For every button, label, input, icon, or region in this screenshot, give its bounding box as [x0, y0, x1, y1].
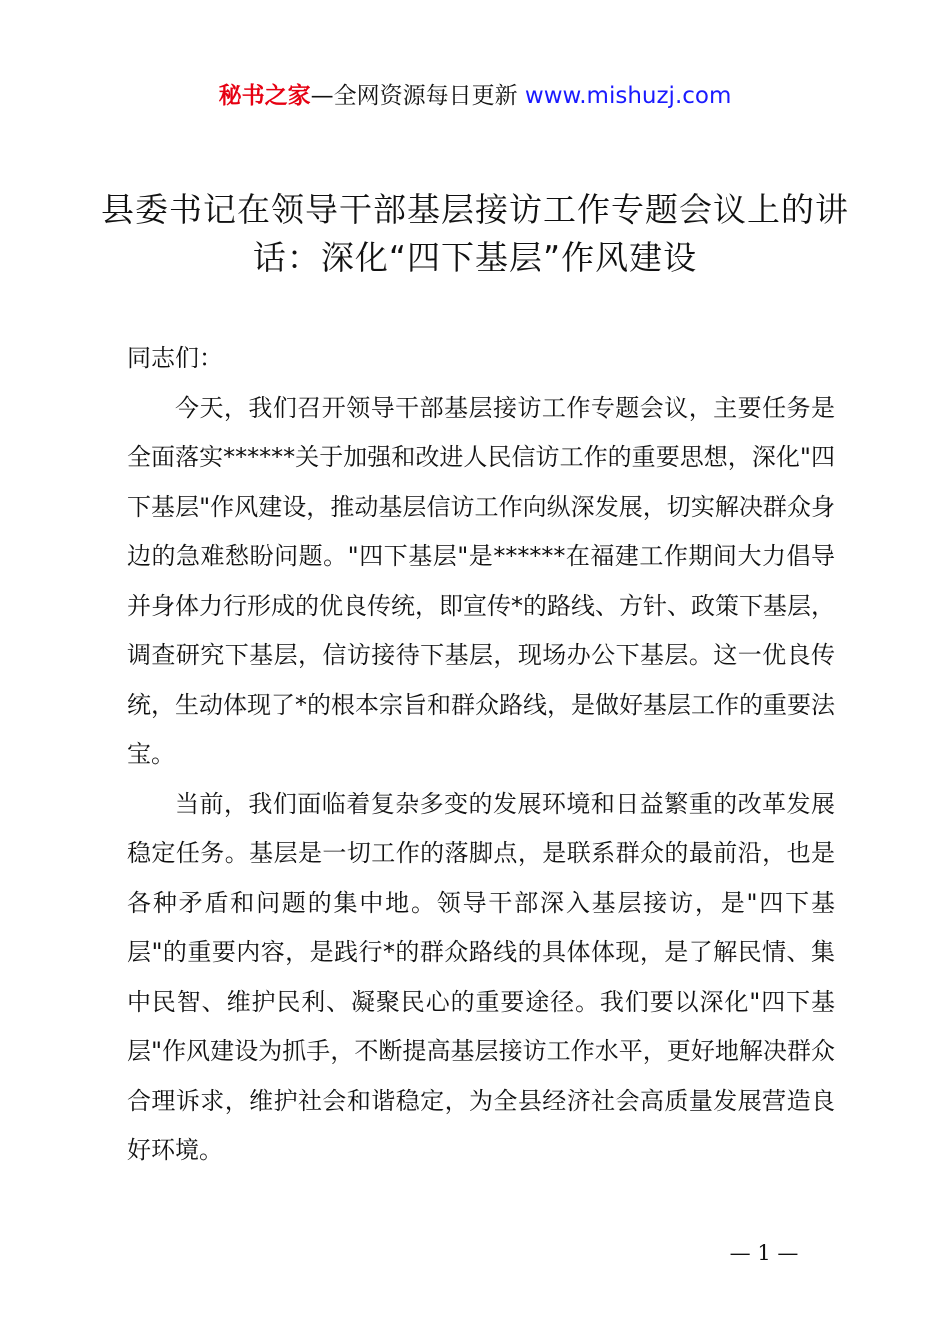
paragraph: 今天，我们召开领导干部基层接访工作专题会议，主要任务是全面落实******关于加强和改进人民信访工作的重要思想，深化"四下基层"作风建设，推动基层信访工作向纵深发展，切实解决群众身边的急难愁盼问题。"四下基层"是******在福建工作期间大力倡导并身体力行形成的优良传统，即宣传*的路线、方针、政策下基层，调查研究下基层，信访接待下基层，现场办公下基层。这一优良传统，生动体现了*的根本宗旨和群众路线，是做好基层工作的重要法宝。	[127, 393, 835, 768]
site-slogan: —全网资源每日更新	[310, 83, 518, 109]
site-url-link[interactable]: www.mishuzj.com	[524, 83, 732, 109]
page-number: — 1 —	[729, 1241, 799, 1265]
document-body	[127, 334, 835, 1176]
brand-name: 秘书之家	[218, 83, 311, 109]
site-header	[0, 78, 950, 114]
document-title: 县委书记在领导干部基层接访工作专题会议上的讲话：深化“四下基层”作风建设	[101, 190, 849, 277]
salutation: 同志们：	[127, 344, 223, 372]
paragraph: 当前，我们面临着复杂多变的发展环境和日益繁重的改革发展稳定任务。基层是一切工作的落脚点，是联系群众的最前沿，也是各种矛盾和问题的集中地。领导干部深入基层接访，是"四下基层"的重要内容，是践行*的群众路线的具体体现，是了解民情、集中民智、维护民利、凝聚民心的重要途径。我们要以深化"四下基层"作风建设为抓手，不断提高基层接访工作水平，更好地解决群众合理诉求，维护社会和谐稳定，为全县经济社会高质量发展营造良好环境。	[127, 789, 835, 1164]
